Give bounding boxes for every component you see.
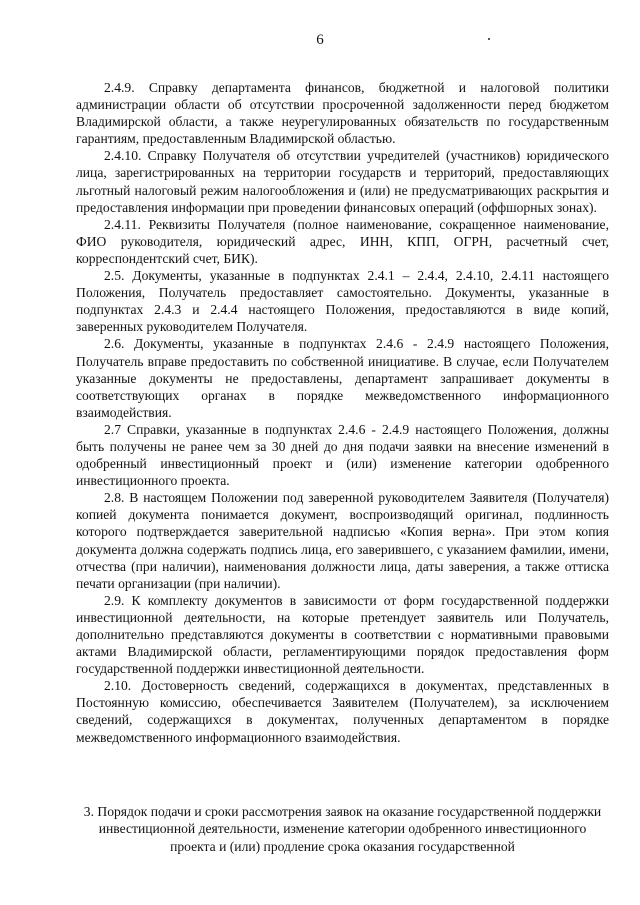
paragraph-2-7: 2.7 Справки, указанные в подпунктах 2.4.6 - 2.4.9 настоящего Положения, должны быть получены не ранее чем за 30 дней до дня подачи заявки на внесение изменений в одобренный инвестиционный проект и (или) изменение категории одобренного инвестиционного проекта. <box>76 421 609 489</box>
scan-speck <box>488 38 490 40</box>
section-heading-3: 3. Порядок подачи и сроки рассмотрения заявок на оказание государственной поддержки инвестиционной деятельности, изменение категории одобренного инвестиционного проекта и (или) продление срока оказания государственной <box>83 804 602 854</box>
paragraph-2-5: 2.5. Документы, указанные в подпунктах 2.4.1 – 2.4.4, 2.4.10, 2.4.11 настоящего Положения, Получатель предоставляет самостоятельно. Документы, указанные в подпунктах 2.4.3 и 2.4.4 настоящего Положения, предоставляются в виде копий, заверенных руководителем Получателя. <box>76 268 609 335</box>
paragraph-2-4-11: 2.4.11. Реквизиты Получателя (полное наименование, сокращенное наименование, ФИО руководителя, юридический адрес, ИНН, КПП, ОГРН, расчетный счет, корреспондентский счет, БИК). <box>76 216 609 266</box>
paragraph-2-10: 2.10. Достоверность сведений, содержащихся в документах, представленных в Постоянную комиссию, обеспечивается Заявителем (Получателем), за исключением сведений, содержащихся в документах, полученных департаментом в порядке межведомственного информационного взаимодействия. <box>76 678 609 745</box>
document-body <box>76 79 609 746</box>
page-number: 6 <box>316 32 324 48</box>
paragraph-2-4-10: 2.4.10. Справку Получателя об отсутствии учредителей (участников) юридического лица, зарегистрированных на территории государств и территорий, предоставляющих льготный налоговый режим налогообложения и (или) не предусматривающих раскрытия и предоставления информации при проведении финансовых операций (оффшорных зонах). <box>76 148 609 215</box>
paragraph-2-4-9: 2.4.9. Справку департамента финансов, бюджетной и налоговой политики администрации области об отсутствии просроченной задолженности перед бюджетом Владимирской области, а также неурегулированных обязательств по государственным гарантиям, предоставленным Владимирской областью. <box>76 80 609 147</box>
paragraph-2-9: 2.9. К комплекту документов в зависимости от форм государственной поддержки инвестиционной деятельности, на которые претендует заявитель или Получатель, дополнительно представляются документы в соответствии с нормативными правовыми актами Владимирской области, регламентирующими порядок предоставления форм государственной поддержки инвестиционной деятельности. <box>76 592 609 677</box>
paragraph-2-6: 2.6. Документы, указанные в подпунктах 2.4.6 - 2.4.9 настоящего Положения, Получатель вправе предоставить по собственной инициативе. В случае, если Получателем указанные документы не предоставлены, департамент запрашивает документы в соответствующих органах в порядке межведомственного информационного взаимодействия. <box>76 336 609 420</box>
paragraph-2-8: 2.8. В настоящем Положении под заверенной руководителем Заявителя (Получателя) копией документа понимается документ, воспроизводящий оригинал, подлинность которого подтверждается заверительной надписью «Копия верна». При этом копия документа должна содержать подпись лица, его заверившего, с указанием фамилии, имени, отчества (при наличии), наименования должности лица, даты заверения, а также оттиска печати организации (при наличии). <box>76 490 609 591</box>
